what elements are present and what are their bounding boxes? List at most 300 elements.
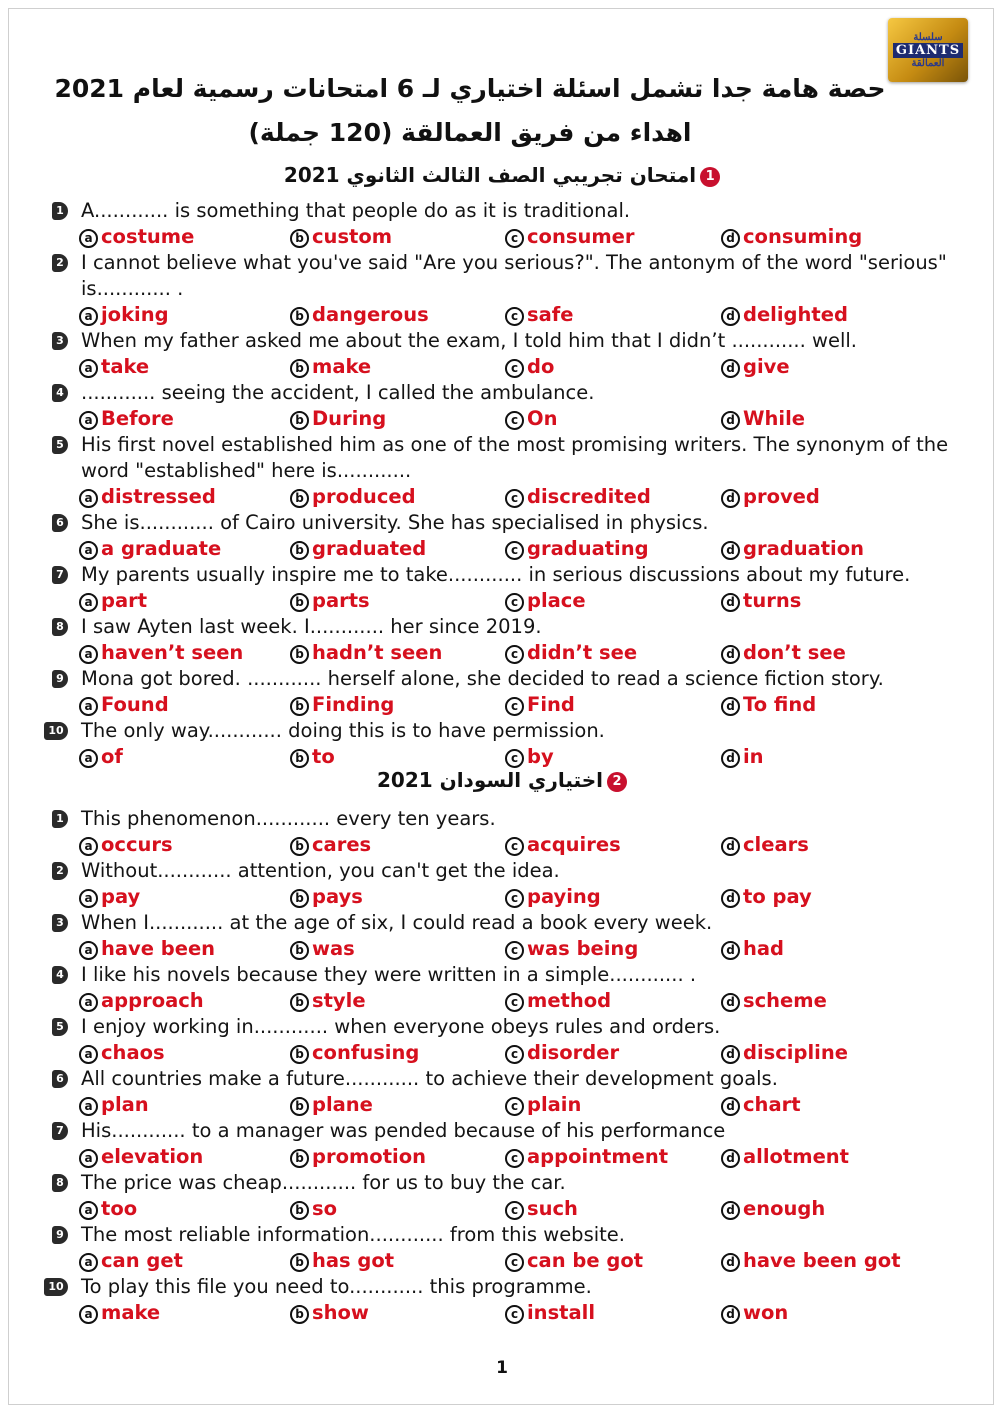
option-a[interactable] bbox=[79, 692, 169, 718]
option-letter-badge: d bbox=[721, 541, 740, 560]
answer-options bbox=[0, 1144, 1004, 1170]
option-letter-badge: c bbox=[505, 697, 524, 716]
option-text: distressed bbox=[101, 485, 216, 508]
option-a[interactable] bbox=[79, 1144, 203, 1170]
option-text: too bbox=[101, 1197, 138, 1220]
option-letter-badge: c bbox=[505, 593, 524, 612]
option-text: plain bbox=[527, 1093, 582, 1116]
option-a[interactable] bbox=[79, 1092, 149, 1118]
option-c[interactable] bbox=[505, 988, 611, 1014]
question-item bbox=[0, 198, 1004, 250]
option-letter-badge: a bbox=[79, 749, 98, 768]
option-text: pays bbox=[312, 885, 363, 908]
question-text: I enjoy working in............ when everyone obeys rules and orders. bbox=[81, 1015, 721, 1038]
option-text: confusing bbox=[312, 1041, 420, 1064]
option-letter-badge: b bbox=[290, 889, 309, 908]
option-letter-badge: d bbox=[721, 229, 740, 248]
option-letter-badge: d bbox=[721, 1097, 740, 1116]
option-d[interactable] bbox=[721, 744, 764, 770]
option-letter-badge: b bbox=[290, 1201, 309, 1220]
option-a[interactable] bbox=[79, 354, 149, 380]
option-text: safe bbox=[527, 303, 574, 326]
option-text: parts bbox=[312, 589, 370, 612]
question-text: Mona got bored. ............ herself alone, she decided to read a science fiction story. bbox=[81, 667, 884, 690]
question-item bbox=[0, 666, 1004, 718]
option-d[interactable] bbox=[721, 484, 820, 510]
question-number: 4 bbox=[52, 384, 68, 402]
option-letter-badge: b bbox=[290, 1045, 309, 1064]
option-text: of bbox=[101, 745, 123, 768]
option-text: cares bbox=[312, 833, 372, 856]
question-item bbox=[0, 432, 1004, 510]
question-text: His............ to a manager was pended because of his performance bbox=[81, 1119, 726, 1142]
option-c[interactable] bbox=[505, 744, 554, 770]
question-item bbox=[0, 962, 1004, 1014]
option-b[interactable] bbox=[290, 1040, 419, 1066]
question-stem bbox=[0, 1222, 1004, 1248]
option-a[interactable] bbox=[79, 936, 215, 962]
option-text: such bbox=[527, 1197, 578, 1220]
question-text: When my father asked me about the exam, I told him that I didn’t ............ well. bbox=[81, 329, 858, 352]
question-number: 9 bbox=[52, 670, 68, 688]
option-text: occurs bbox=[101, 833, 173, 856]
option-d[interactable] bbox=[721, 1144, 849, 1170]
option-d[interactable] bbox=[721, 640, 846, 666]
option-letter-badge: a bbox=[79, 411, 98, 430]
section-number-badge: 1 bbox=[700, 167, 720, 187]
question-item bbox=[0, 1274, 1004, 1326]
option-c[interactable] bbox=[505, 1040, 619, 1066]
option-letter-badge: c bbox=[505, 1253, 524, 1272]
question-item bbox=[0, 858, 1004, 910]
option-text: was bbox=[312, 937, 355, 960]
option-d[interactable] bbox=[721, 406, 805, 432]
answer-options bbox=[0, 224, 1004, 250]
option-letter-badge: a bbox=[79, 593, 98, 612]
option-text: elevation bbox=[101, 1145, 204, 1168]
option-text: had bbox=[743, 937, 784, 960]
option-a[interactable] bbox=[79, 302, 169, 328]
answer-options bbox=[0, 1092, 1004, 1118]
option-text: graduating bbox=[527, 537, 649, 560]
question-text: I saw Ayten last week. I............ her since 2019. bbox=[81, 615, 542, 638]
option-letter-badge: a bbox=[79, 1305, 98, 1324]
section-title: امتحان تجريبي الصف الثالث الثانوي 2021 bbox=[283, 163, 697, 187]
option-text: Before bbox=[101, 407, 174, 430]
option-d[interactable] bbox=[721, 302, 848, 328]
logo-line2: GIANTS bbox=[893, 43, 963, 58]
option-b[interactable] bbox=[290, 832, 371, 858]
question-number: 2 bbox=[52, 862, 68, 880]
option-text: part bbox=[101, 589, 148, 612]
option-letter-badge: c bbox=[505, 307, 524, 326]
option-c[interactable] bbox=[505, 936, 638, 962]
section-1-questions bbox=[0, 198, 1004, 770]
option-a[interactable] bbox=[79, 884, 140, 910]
option-c[interactable] bbox=[505, 1248, 643, 1274]
question-item bbox=[0, 1066, 1004, 1118]
answer-options bbox=[0, 536, 1004, 562]
page-number: 1 bbox=[496, 1358, 508, 1378]
option-text: method bbox=[527, 989, 612, 1012]
question-number: 6 bbox=[52, 514, 68, 532]
question-text: She is............ of Cairo university. She has specialised in physics. bbox=[81, 511, 709, 534]
option-d[interactable] bbox=[721, 224, 862, 250]
option-text: On bbox=[527, 407, 558, 430]
answer-options bbox=[0, 744, 1004, 770]
option-letter-badge: b bbox=[290, 993, 309, 1012]
option-letter-badge: b bbox=[290, 359, 309, 378]
option-b[interactable] bbox=[290, 1144, 426, 1170]
option-text: plane bbox=[312, 1093, 373, 1116]
option-c[interactable] bbox=[505, 406, 557, 432]
question-text: This phenomenon............ every ten years. bbox=[81, 807, 496, 830]
option-text: place bbox=[527, 589, 586, 612]
option-text: produced bbox=[312, 485, 416, 508]
option-letter-badge: b bbox=[290, 1305, 309, 1324]
option-letter-badge: b bbox=[290, 411, 309, 430]
option-text: appointment bbox=[527, 1145, 669, 1168]
option-letter-badge: a bbox=[79, 541, 98, 560]
question-text: To play this file you need to............ this programme. bbox=[81, 1275, 592, 1298]
option-letter-badge: c bbox=[505, 359, 524, 378]
option-b[interactable] bbox=[290, 1092, 373, 1118]
question-stem bbox=[0, 1014, 1004, 1040]
option-a[interactable] bbox=[79, 988, 204, 1014]
option-letter-badge: d bbox=[721, 749, 740, 768]
option-d[interactable] bbox=[721, 1248, 901, 1274]
question-number: 5 bbox=[52, 436, 68, 454]
option-a[interactable] bbox=[79, 744, 123, 770]
option-a[interactable] bbox=[79, 832, 173, 858]
option-text: Find bbox=[527, 693, 575, 716]
option-c[interactable] bbox=[505, 302, 573, 328]
option-letter-badge: a bbox=[79, 307, 98, 326]
option-a[interactable] bbox=[79, 536, 221, 562]
option-letter-badge: a bbox=[79, 941, 98, 960]
option-text: consumer bbox=[527, 225, 635, 248]
question-item bbox=[0, 250, 1004, 328]
option-d[interactable] bbox=[721, 536, 864, 562]
option-letter-badge: b bbox=[290, 1253, 309, 1272]
option-a[interactable] bbox=[79, 1300, 160, 1326]
question-stem bbox=[0, 1170, 1004, 1196]
option-c[interactable] bbox=[505, 354, 554, 380]
question-text: I cannot believe what you've said "Are you serious?". The antonym of the word "serious" is............ . bbox=[81, 251, 947, 300]
option-text: make bbox=[312, 355, 372, 378]
option-b[interactable] bbox=[290, 588, 370, 614]
option-letter-badge: d bbox=[721, 593, 740, 612]
option-d[interactable] bbox=[721, 988, 827, 1014]
option-text: make bbox=[101, 1301, 161, 1324]
option-letter-badge: d bbox=[721, 1253, 740, 1272]
option-a[interactable] bbox=[79, 1196, 137, 1222]
option-letter-badge: d bbox=[721, 889, 740, 908]
option-text: consuming bbox=[743, 225, 863, 248]
option-text: scheme bbox=[743, 989, 827, 1012]
option-text: have been bbox=[101, 937, 216, 960]
option-text: custom bbox=[312, 225, 393, 248]
option-text: was being bbox=[527, 937, 639, 960]
question-text: A............ is something that people do as it is traditional. bbox=[81, 199, 631, 222]
option-d[interactable] bbox=[721, 1300, 788, 1326]
question-item bbox=[0, 510, 1004, 562]
option-letter-badge: d bbox=[721, 645, 740, 664]
giants-logo bbox=[888, 18, 968, 82]
option-text: didn’t see bbox=[527, 641, 638, 664]
question-item bbox=[0, 1014, 1004, 1066]
section-1-heading bbox=[0, 163, 1004, 187]
option-letter-badge: c bbox=[505, 993, 524, 1012]
section-2-questions bbox=[0, 806, 1004, 1326]
option-d[interactable] bbox=[721, 936, 784, 962]
option-text: don’t see bbox=[743, 641, 846, 664]
option-a[interactable] bbox=[79, 588, 147, 614]
question-item bbox=[0, 1170, 1004, 1222]
option-letter-badge: c bbox=[505, 411, 524, 430]
question-text: The most reliable information............ from this website. bbox=[81, 1223, 625, 1246]
option-text: pay bbox=[101, 885, 141, 908]
option-text: can get bbox=[101, 1249, 183, 1272]
section-title: اختياري السودان 2021 bbox=[377, 768, 603, 792]
question-stem bbox=[0, 562, 1004, 588]
question-number: 4 bbox=[52, 966, 68, 984]
question-number: 6 bbox=[52, 1070, 68, 1088]
question-stem bbox=[0, 250, 1004, 302]
option-text: promotion bbox=[312, 1145, 426, 1168]
option-letter-badge: c bbox=[505, 837, 524, 856]
option-letter-badge: d bbox=[721, 359, 740, 378]
option-text: disorder bbox=[527, 1041, 620, 1064]
option-c[interactable] bbox=[505, 832, 621, 858]
option-letter-badge: b bbox=[290, 489, 309, 508]
option-c[interactable] bbox=[505, 692, 575, 718]
option-letter-badge: c bbox=[505, 1201, 524, 1220]
question-text: When I............ at the age of six, I could read a book every week. bbox=[81, 911, 713, 934]
question-stem bbox=[0, 718, 1004, 744]
question-text: I like his novels because they were written in a simple............ . bbox=[81, 963, 697, 986]
option-letter-badge: b bbox=[290, 541, 309, 560]
option-d[interactable] bbox=[721, 692, 816, 718]
option-text: turns bbox=[743, 589, 802, 612]
option-c[interactable] bbox=[505, 1144, 668, 1170]
option-d[interactable] bbox=[721, 884, 812, 910]
answer-options bbox=[0, 936, 1004, 962]
option-letter-badge: a bbox=[79, 837, 98, 856]
option-letter-badge: c bbox=[505, 749, 524, 768]
option-text: so bbox=[312, 1197, 338, 1220]
option-letter-badge: c bbox=[505, 1045, 524, 1064]
question-stem bbox=[0, 858, 1004, 884]
question-stem bbox=[0, 1066, 1004, 1092]
option-letter-badge: c bbox=[505, 1305, 524, 1324]
option-letter-badge: b bbox=[290, 1097, 309, 1116]
option-a[interactable] bbox=[79, 1040, 165, 1066]
option-letter-badge: d bbox=[721, 941, 740, 960]
option-b[interactable] bbox=[290, 1196, 337, 1222]
option-c[interactable] bbox=[505, 884, 601, 910]
page-title: حصة هامة جدا تشمل اسئلة اختياري لـ 6 امتحانات رسمية لعام 2021 bbox=[54, 74, 886, 103]
option-text: costume bbox=[101, 225, 195, 248]
option-letter-badge: d bbox=[721, 489, 740, 508]
question-stem bbox=[0, 910, 1004, 936]
option-text: Found bbox=[101, 693, 169, 716]
option-text: graduation bbox=[743, 537, 865, 560]
question-number: 7 bbox=[52, 566, 68, 584]
question-text: His first novel established him as one of the most promising writers. The synonym of the word "established" here is............ bbox=[81, 433, 949, 482]
option-text: acquires bbox=[527, 833, 621, 856]
option-text: joking bbox=[101, 303, 169, 326]
answer-options bbox=[0, 484, 1004, 510]
option-text: proved bbox=[743, 485, 820, 508]
question-item bbox=[0, 806, 1004, 858]
question-stem bbox=[0, 328, 1004, 354]
question-text: All countries make a future............ to achieve their development goals. bbox=[81, 1067, 778, 1090]
option-text: During bbox=[312, 407, 387, 430]
question-number: 3 bbox=[52, 914, 68, 932]
option-c[interactable] bbox=[505, 1300, 595, 1326]
option-text: dangerous bbox=[312, 303, 429, 326]
option-d[interactable] bbox=[721, 588, 801, 614]
option-letter-badge: b bbox=[290, 307, 309, 326]
option-b[interactable] bbox=[290, 224, 392, 250]
question-number: 5 bbox=[52, 1018, 68, 1036]
logo-line3: العمالقة bbox=[911, 57, 945, 69]
option-text: allotment bbox=[743, 1145, 849, 1168]
question-stem bbox=[0, 432, 1004, 484]
question-stem bbox=[0, 1118, 1004, 1144]
option-b[interactable] bbox=[290, 988, 366, 1014]
question-number: 10 bbox=[44, 1278, 68, 1296]
answer-options bbox=[0, 832, 1004, 858]
question-text: My parents usually inspire me to take............ in serious discussions about my future. bbox=[81, 563, 911, 586]
option-letter-badge: c bbox=[505, 889, 524, 908]
option-c[interactable] bbox=[505, 588, 586, 614]
option-b[interactable] bbox=[290, 884, 363, 910]
option-text: give bbox=[743, 355, 790, 378]
option-letter-badge: b bbox=[290, 941, 309, 960]
option-text: hadn’t seen bbox=[312, 641, 443, 664]
option-b[interactable] bbox=[290, 640, 442, 666]
answer-options bbox=[0, 354, 1004, 380]
option-c[interactable] bbox=[505, 1092, 581, 1118]
option-text: discredited bbox=[527, 485, 651, 508]
question-item bbox=[0, 910, 1004, 962]
section-2-heading bbox=[0, 768, 1004, 792]
option-letter-badge: a bbox=[79, 889, 98, 908]
option-text: While bbox=[743, 407, 805, 430]
question-number: 2 bbox=[52, 254, 68, 272]
option-c[interactable] bbox=[505, 224, 635, 250]
option-a[interactable] bbox=[79, 406, 174, 432]
option-b[interactable] bbox=[290, 744, 335, 770]
option-text: To find bbox=[743, 693, 817, 716]
option-letter-badge: a bbox=[79, 489, 98, 508]
question-number: 3 bbox=[52, 332, 68, 350]
option-letter-badge: d bbox=[721, 993, 740, 1012]
option-b[interactable] bbox=[290, 936, 355, 962]
option-letter-badge: a bbox=[79, 1045, 98, 1064]
option-a[interactable] bbox=[79, 1248, 183, 1274]
option-text: do bbox=[527, 355, 555, 378]
answer-options bbox=[0, 302, 1004, 328]
option-b[interactable] bbox=[290, 406, 386, 432]
option-text: chaos bbox=[101, 1041, 165, 1064]
option-a[interactable] bbox=[79, 484, 216, 510]
question-number: 8 bbox=[52, 1174, 68, 1192]
question-item bbox=[0, 614, 1004, 666]
option-b[interactable] bbox=[290, 536, 426, 562]
question-number: 10 bbox=[44, 722, 68, 740]
option-d[interactable] bbox=[721, 1196, 825, 1222]
option-text: to pay bbox=[743, 885, 812, 908]
option-a[interactable] bbox=[79, 224, 194, 250]
option-letter-badge: a bbox=[79, 1201, 98, 1220]
answer-options bbox=[0, 406, 1004, 432]
answer-options bbox=[0, 1040, 1004, 1066]
option-letter-badge: a bbox=[79, 993, 98, 1012]
option-letter-badge: d bbox=[721, 411, 740, 430]
option-a[interactable] bbox=[79, 640, 243, 666]
option-text: a graduate bbox=[101, 537, 222, 560]
option-letter-badge: d bbox=[721, 697, 740, 716]
option-c[interactable] bbox=[505, 536, 649, 562]
option-d[interactable] bbox=[721, 1040, 848, 1066]
option-letter-badge: b bbox=[290, 229, 309, 248]
option-text: can be got bbox=[527, 1249, 644, 1272]
option-b[interactable] bbox=[290, 354, 371, 380]
option-text: in bbox=[743, 745, 764, 768]
option-d[interactable] bbox=[721, 832, 809, 858]
option-letter-badge: b bbox=[290, 837, 309, 856]
option-letter-badge: c bbox=[505, 489, 524, 508]
option-b[interactable] bbox=[290, 1248, 394, 1274]
option-letter-badge: d bbox=[721, 1045, 740, 1064]
option-letter-badge: c bbox=[505, 541, 524, 560]
option-text: won bbox=[743, 1301, 789, 1324]
question-number: 1 bbox=[52, 810, 68, 828]
option-letter-badge: c bbox=[505, 1097, 524, 1116]
option-text: by bbox=[527, 745, 554, 768]
option-letter-badge: d bbox=[721, 1201, 740, 1220]
option-text: plan bbox=[101, 1093, 149, 1116]
option-letter-badge: a bbox=[79, 359, 98, 378]
option-letter-badge: b bbox=[290, 749, 309, 768]
option-b[interactable] bbox=[290, 1300, 369, 1326]
option-text: install bbox=[527, 1301, 596, 1324]
option-letter-badge: a bbox=[79, 229, 98, 248]
answer-options bbox=[0, 1196, 1004, 1222]
question-text: The only way............ doing this is to have permission. bbox=[81, 719, 605, 742]
option-c[interactable] bbox=[505, 640, 637, 666]
option-b[interactable] bbox=[290, 692, 394, 718]
question-text: The price was cheap............ for us to buy the car. bbox=[81, 1171, 566, 1194]
question-stem bbox=[0, 962, 1004, 988]
option-d[interactable] bbox=[721, 354, 790, 380]
option-b[interactable] bbox=[290, 484, 416, 510]
option-letter-badge: c bbox=[505, 1149, 524, 1168]
option-c[interactable] bbox=[505, 484, 651, 510]
option-text: take bbox=[101, 355, 150, 378]
option-b[interactable] bbox=[290, 302, 429, 328]
option-c[interactable] bbox=[505, 1196, 578, 1222]
page-subtitle: اهداء من فريق العمالقة (120 جملة) bbox=[248, 118, 692, 147]
option-d[interactable] bbox=[721, 1092, 801, 1118]
answer-options bbox=[0, 884, 1004, 910]
option-text: enough bbox=[743, 1197, 826, 1220]
question-number: 7 bbox=[52, 1122, 68, 1140]
answer-options bbox=[0, 1300, 1004, 1326]
